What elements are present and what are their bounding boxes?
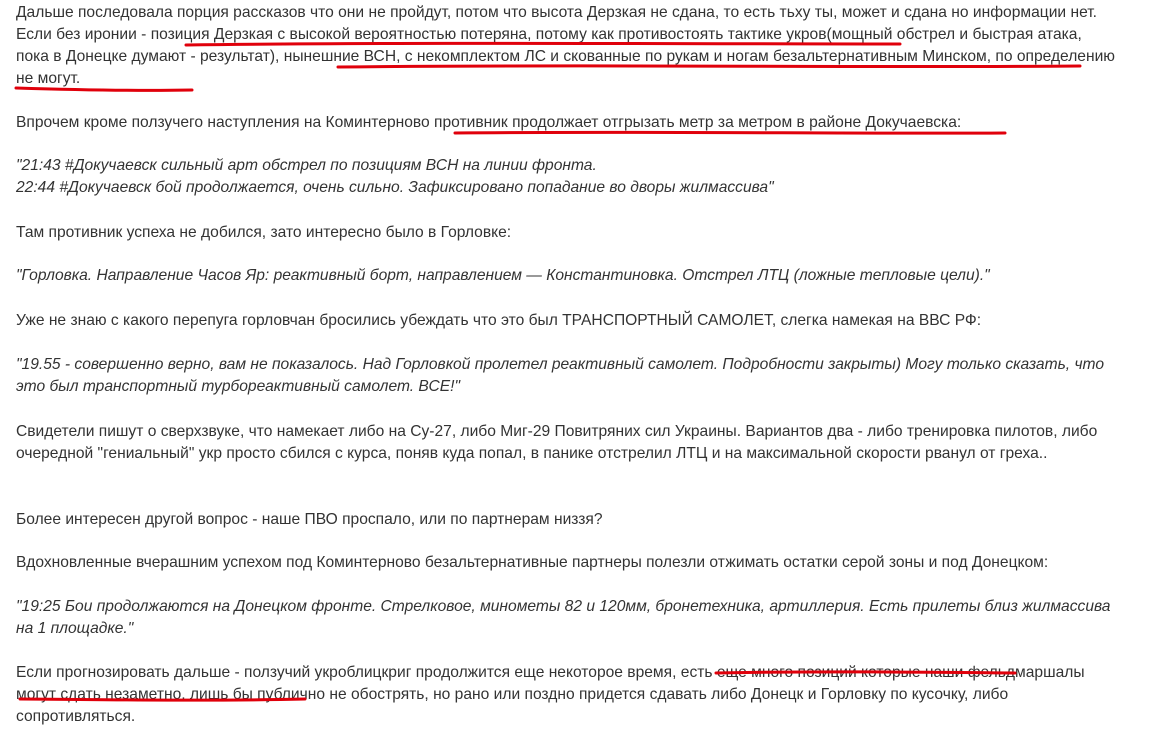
- paragraph-donetsk: [16, 552, 1116, 574]
- paragraph-air-defense: [16, 509, 1116, 531]
- highlighted-phrase: позиция Дерзкая с высокой вероятностью потеряна, потому как противостоять тактике укров: [150, 26, 827, 43]
- paragraph-forecast: [16, 662, 1116, 728]
- paragraph-dokuchaevsk: [16, 112, 1116, 134]
- quote-line: "Горловка. Направление Часов Яр: реактивный борт, направлением — Константиновка. Отстрел ЛТЦ (ложные тепловые цели).": [16, 267, 990, 284]
- paragraph-gorlovka: [16, 222, 1116, 244]
- text-segment: Более интересен другой вопрос - наше ПВО проспало, или по партнерам низзя?: [16, 511, 603, 528]
- highlighted-phrase: противник продолжает отгрызать метр за метром в районе Докучаевска: [434, 114, 957, 131]
- text-segment: (мощный обстрел и быстрая атака, пока в Донецке думают - результат),: [16, 26, 1082, 65]
- paragraph-derzkaya: [16, 2, 1116, 90]
- text-segment: Вдохновленные вчерашним успехом под Коминтерново безальтернативные партнеры полезли отжимать остатки серой зоны и под Донецком:: [16, 554, 1049, 571]
- text-segment: Там противник успеха не добился, зато интересно было в Горловке:: [16, 224, 512, 241]
- quote-line: "19:25 Бои продолжаются на Донецком фронте. Стрелковое, минометы 82 и 120мм, бронетехника, артиллерия. Есть прилеты близ жилмассива на 1 площадке.": [16, 598, 1111, 637]
- text-segment: Дальше последовала порция рассказов что они не пройдут, потом что высота Дерзкая не сдана, то есть тьху ты, может и сдана но информации нет. Если без иронии -: [16, 4, 1097, 43]
- text-segment: Свидетели пишут о сверхзвуке, что намекает либо на Су-27, либо Миг-29 Повитряних сил Украины. Вариантов два - либо тренировка пилотов, либо очередной "гениальный" укр просто сбился с курса, поняв куда попал, в панике отстрелил ЛТЦ и на максимальной скорости рванул от греха..: [16, 423, 1098, 462]
- quote-plane: [16, 354, 1116, 398]
- quote-donetsk: [16, 596, 1116, 640]
- highlighted-phrase: есть еще много позиций которые наши фельдмаршалы могут сдать незаметно: [16, 664, 1085, 703]
- quote-line: "19.55 - совершенно верно, вам не показалось. Над Горловкой пролетел реактивный самолет. Подробности закрыты) Могу только сказать, что это был транспортный турбореактивный самолет. ВСЕ!": [16, 356, 1105, 395]
- text-segment: Если прогнозировать дальше - ползучий укроблицкриг продолжится еще некоторое время,: [16, 664, 681, 681]
- highlighted-phrase: нынешние ВСН, с некомплектом ЛС и скованные по рукам и ногам безальтернативным Минском, по определению не могут.: [16, 48, 1115, 87]
- paragraph-transport-plane: [16, 310, 1116, 332]
- paragraph-witnesses: [16, 421, 1116, 465]
- text-segment: , лишь бы публично не обострять, но рано или поздно придется сдавать либо Донецк и Горловку по кусочку, либо сопротивляться.: [16, 686, 1009, 725]
- text-segment: Впрочем кроме ползучего наступления на Коминтерново: [16, 114, 435, 131]
- text-segment: :: [956, 114, 962, 131]
- text-segment: Уже не знаю с какого перепуга горловчан бросились убеждать что это был ТРАНСПОРТНЫЙ САМОЛЕТ, слегка намекая на ВВС РФ:: [16, 312, 982, 329]
- quote-line: 22:44 #Докучаевск бой продолжается, очень сильно. Зафиксировано попадание во дворы жилмассива": [16, 179, 774, 196]
- quote-line: "21:43 #Докучаевск сильный арт обстрел по позициям ВСН на линии фронта.: [16, 157, 597, 174]
- quote-dokuchaevsk: [16, 155, 1116, 199]
- quote-gorlovka: [16, 265, 1116, 287]
